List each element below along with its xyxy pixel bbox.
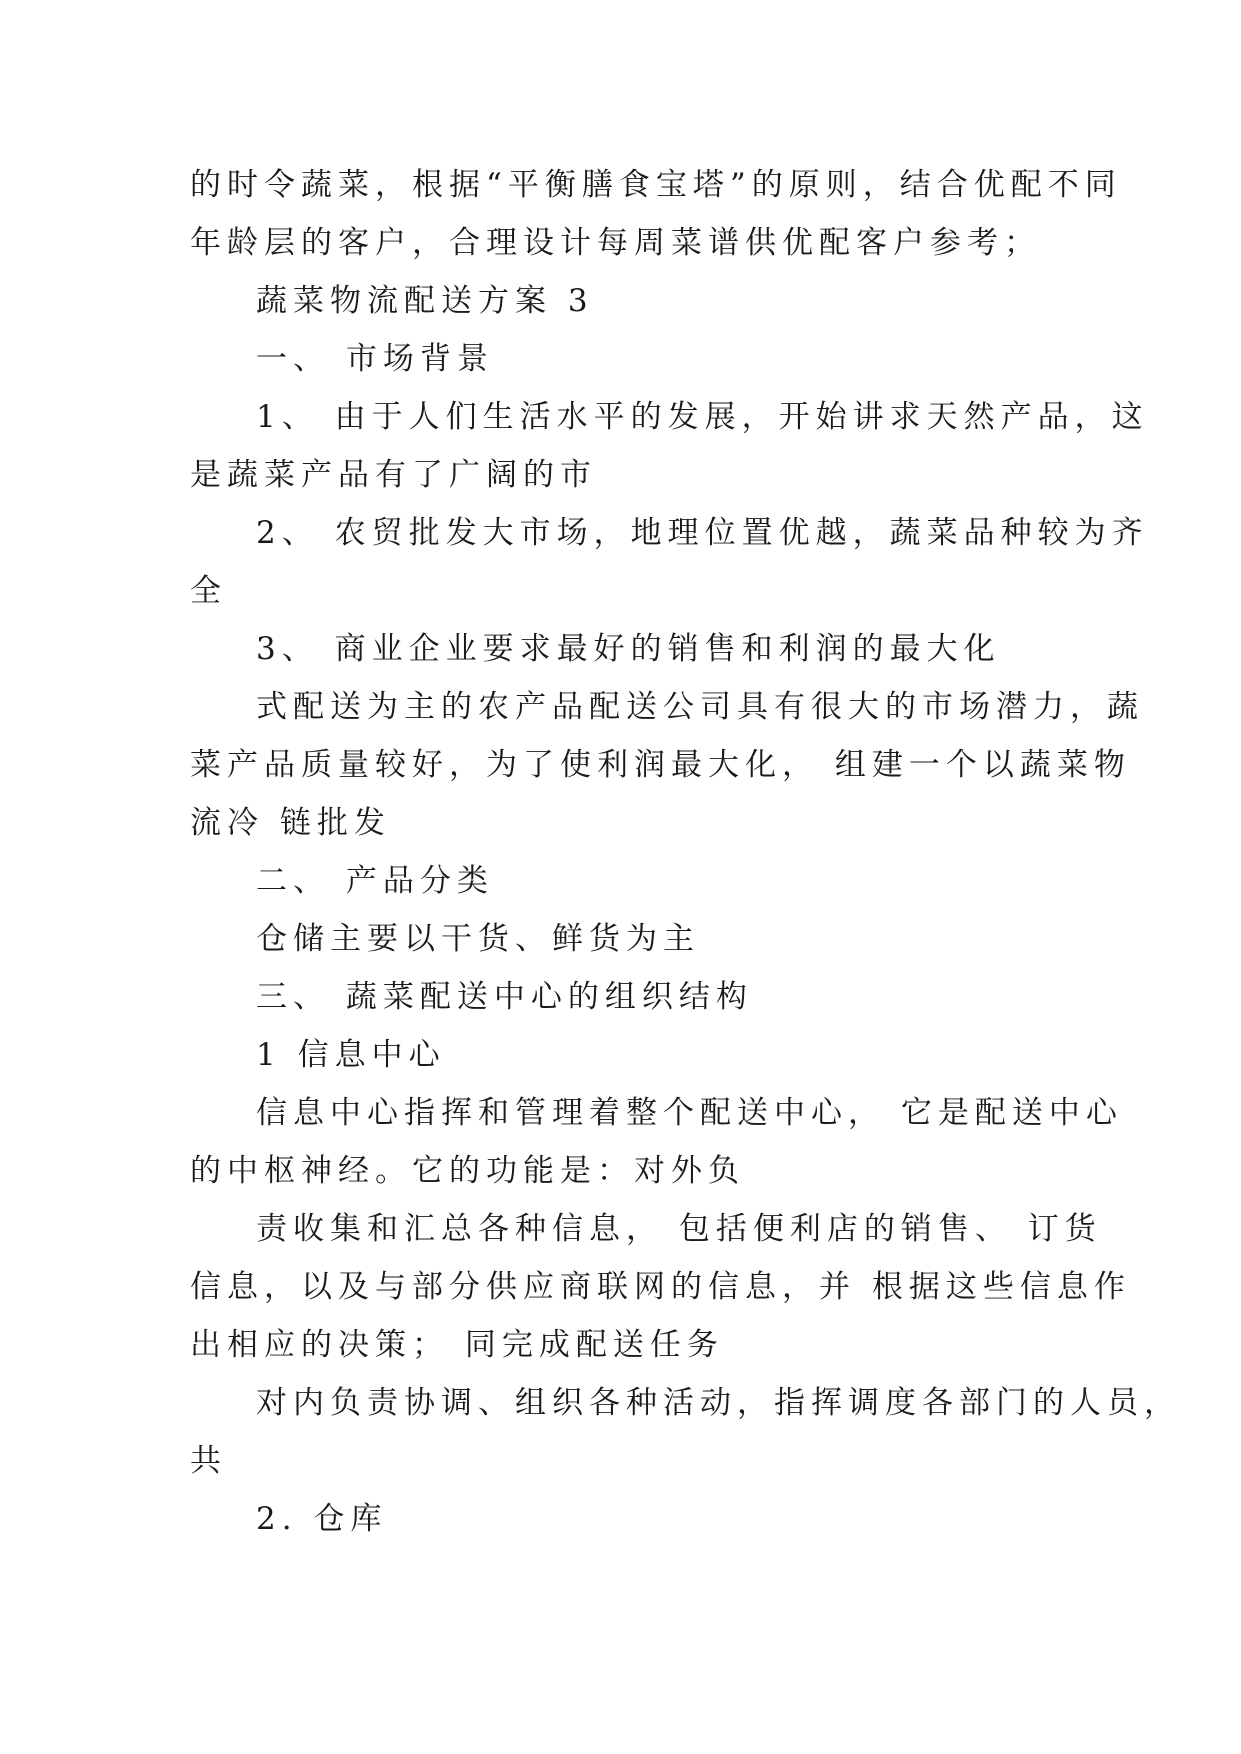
text-line: 仓储主要以干货、鲜货为主	[256, 921, 700, 957]
text-line: 流冷 链批发	[190, 805, 391, 841]
text-line: 信息，以及与部分供应商联网的信息，并 根据这些信息作	[190, 1269, 1131, 1305]
text-line: 年龄层的客户，合理设计每周菜谱供优配客户参考；	[190, 225, 1041, 261]
heading-market-background: 一、 市场背景	[256, 341, 494, 377]
text-line: 2、 农贸批发大市场，地理位置优越，蔬菜品种较为齐	[256, 515, 1149, 551]
heading-warehouse: 2. 仓库	[256, 1501, 388, 1537]
text-line: 1、 由于人们生活水平的发展，开始讲求天然产品，这	[256, 399, 1149, 435]
heading-organization-structure: 三、 蔬菜配送中心的组织结构	[256, 979, 753, 1015]
heading-information-center: 1 信息中心	[256, 1037, 446, 1073]
text-line: 3、 商业企业要求最好的销售和利润的最大化	[256, 631, 1001, 667]
text-line: 共	[190, 1443, 227, 1479]
text-line: 对内负责协调、组织各种活动，指挥调度各部门的人员，	[256, 1385, 1181, 1421]
text-line: 责收集和汇总各种信息， 包括便利店的销售、 订货	[256, 1211, 1102, 1247]
text-line: 信息中心指挥和管理着整个配送中心， 它是配送中心	[256, 1095, 1123, 1131]
text-line: 是蔬菜产品有了广阔的市	[190, 457, 597, 493]
text-line: 出相应的决策； 同完成配送任务	[190, 1327, 724, 1363]
text-line: 的中枢神经。它的功能是：对外负	[190, 1153, 745, 1189]
text-line: 的时令蔬菜，根据“平衡膳食宝塔”的原则，结合优配不同	[190, 167, 1122, 203]
section-title: 蔬菜物流配送方案 3	[256, 283, 594, 319]
text-line: 全	[190, 573, 227, 609]
text-line: 菜产品质量较好，为了使利润最大化， 组建一个以蔬菜物	[190, 747, 1131, 783]
heading-product-categories: 二、 产品分类	[256, 863, 494, 899]
text-line: 式配送为主的农产品配送公司具有很大的市场潜力，蔬	[256, 689, 1144, 725]
